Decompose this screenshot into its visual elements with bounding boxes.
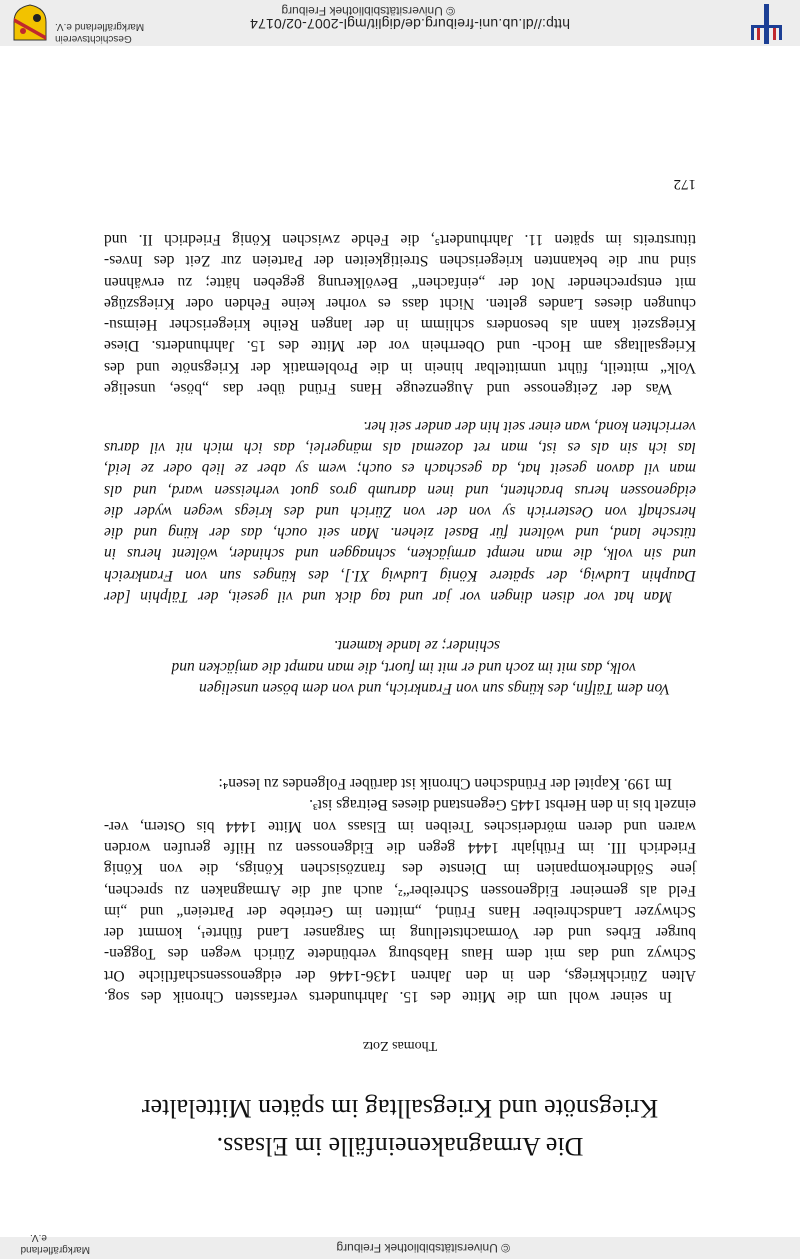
verse-line: schinder; ze lande kament.	[333, 637, 500, 655]
text-line: jene Söldnerkompanien im Dienste des französischen Königs, die von König	[104, 860, 696, 878]
text-line: sind nur die bekannten kriegerischen Streitigkeiten der Parteien zur Zeit des Inves-	[104, 252, 696, 270]
text-line: Im 199. Kapitel der Fründschen Chronik ist darüber Folgendes zu lesen⁴:	[218, 775, 672, 793]
quote-line: Dauphin Ludwig, der spätere König Ludwig XI.], des künges sun von Frankreich	[104, 566, 696, 584]
chronicle-quote	[104, 415, 696, 607]
quote-line: Man hat vor disen dingen vor jar und tag dick und vil geseit, der Tälphin [der	[104, 588, 672, 605]
text-line: In seiner wohl um die Mitte des 15. Jahrhunderts verfassten Chronik des sog.	[104, 988, 672, 1005]
quote-line: man vil davon geseit hat, da geschach es ouch; wem sy aber ze lieb oder ze leid,	[104, 460, 696, 478]
paragraph-intro	[104, 773, 696, 1007]
header-bar	[0, 1232, 800, 1259]
text-line: Feld als gemeiner Eidgenossen Schreiber“², auch auf die Armagnaken zu sprechen,	[104, 881, 696, 899]
university-library-logo-icon	[748, 4, 786, 44]
text-line: waren und deren mörderisches Treiben im Elsass von Mitte 1444 bis Ostern, ver-	[104, 817, 696, 835]
text-line: Schwyz und das mit dem Haus Habsburg verbündete Zürich wegen des Toggen-	[104, 945, 696, 963]
quote-line: verrichten kond, wan einer seit hin der ander seit her.	[363, 417, 696, 435]
society-line2: Markgräflerland e.V.	[55, 21, 145, 32]
text-line: burger Erbes und der Vormachtstellung im Sarganser Land führte¹, kommt der	[104, 924, 696, 942]
text-line: titurstreits im späten 11. Jahrhundert⁵, die Fehde zwischen König Friedrich II. und	[104, 230, 696, 248]
quote-line: und sin volk, die man nempt armjäcken, schnaggen und schinder, wöltent herus in	[104, 545, 696, 563]
verse-line: Von dem Tälfin, des küngs sun von Frankrich, und von dem bösen unseligen	[199, 680, 670, 697]
text-line: mit entsprechender Not der „einfachen“ Bevölkerung gegeben hätte; zu erwähnen	[104, 273, 696, 291]
text-line: chungen dieses Landes gelten. Nicht dass es vorher keine Fehden oder Kriegszüge	[104, 294, 696, 312]
quote-line: herschaft von Oesterrich sy von der von Zürich und des kriegs wegen wyder die	[104, 502, 696, 520]
footer-bar	[0, 0, 800, 46]
chapter-heading-quote	[130, 635, 670, 699]
quote-line: tütsche land, und wöltent für Basel ziehen. Man seit ouch, das der küng und die	[104, 524, 696, 542]
society-line1: Geschichtsverein	[55, 33, 132, 44]
quote-line: las ich sin als es ist, man ret dozemal als mängerlei, das ich mich nit vil darus	[104, 438, 696, 456]
text-line: Kriegsalltags am Hoch- und Oberrhein vor der Mitte des 15. Jahrhunderts. Diese	[104, 337, 696, 355]
text-line: Friedrich III. im Frühjahr 1444 gegen die Eidgenossen zu Hilfe gerufen worden	[104, 838, 696, 856]
text-line: Alten Zürichkriegs, den in den Jahren 1436-1446 der eidgenossenschaftliche Ort	[104, 966, 696, 984]
quote-line: eidgenossen herus brachtent, und inen darumb gros guot verheissen ward, und als	[104, 481, 696, 499]
page-number: 172	[673, 176, 696, 192]
text-line: Schwyzer Landschreiber Hans Fründ, „mitten im Getriebe der Parteien“ und „im	[104, 902, 696, 920]
paragraph-commentary	[104, 229, 696, 399]
text-line: Kriegszeit kann als besonders schlimm in der langen Reihe kriegerischer Heimsu-	[104, 316, 696, 334]
society-crest-icon	[12, 4, 48, 42]
article-title-line1: Die Armagnakeneinfälle im Elsass.	[216, 1132, 584, 1161]
verse-line: volk, das mit im zoch und er mit im fuort, die man nampt die amjäcken und	[171, 658, 636, 676]
text-line: einzelt bis in den Herbst 1445 Gegenstand dieses Beitrags ist³.	[309, 796, 696, 814]
header-copyright: © Universitätsbibliothek Freiburg	[336, 1241, 510, 1255]
document-url[interactable]: http://dl.ub.uni-freiburg.de/diglit/mgl-2007-02/0174	[249, 16, 570, 32]
text-line: Was der Zeitgenosse und Augenzeuge Hans Fründ über das „böse, unselige	[104, 380, 672, 397]
text-line: Volk“ mitteilt, führt unmittelbar hinein in die Problematik der Kriegsnöte und des	[104, 358, 696, 376]
header-society: Markgräflerland e.V.	[20, 1232, 90, 1255]
article-title-line2: Kriegsnöte und Kriegsalltag im späten Mittelalter	[141, 1094, 659, 1123]
article-author: Thomas Zotz	[362, 1038, 438, 1053]
society-name	[55, 20, 155, 44]
footer-copyright: © Universitätsbibliothek Freiburg	[281, 4, 455, 18]
